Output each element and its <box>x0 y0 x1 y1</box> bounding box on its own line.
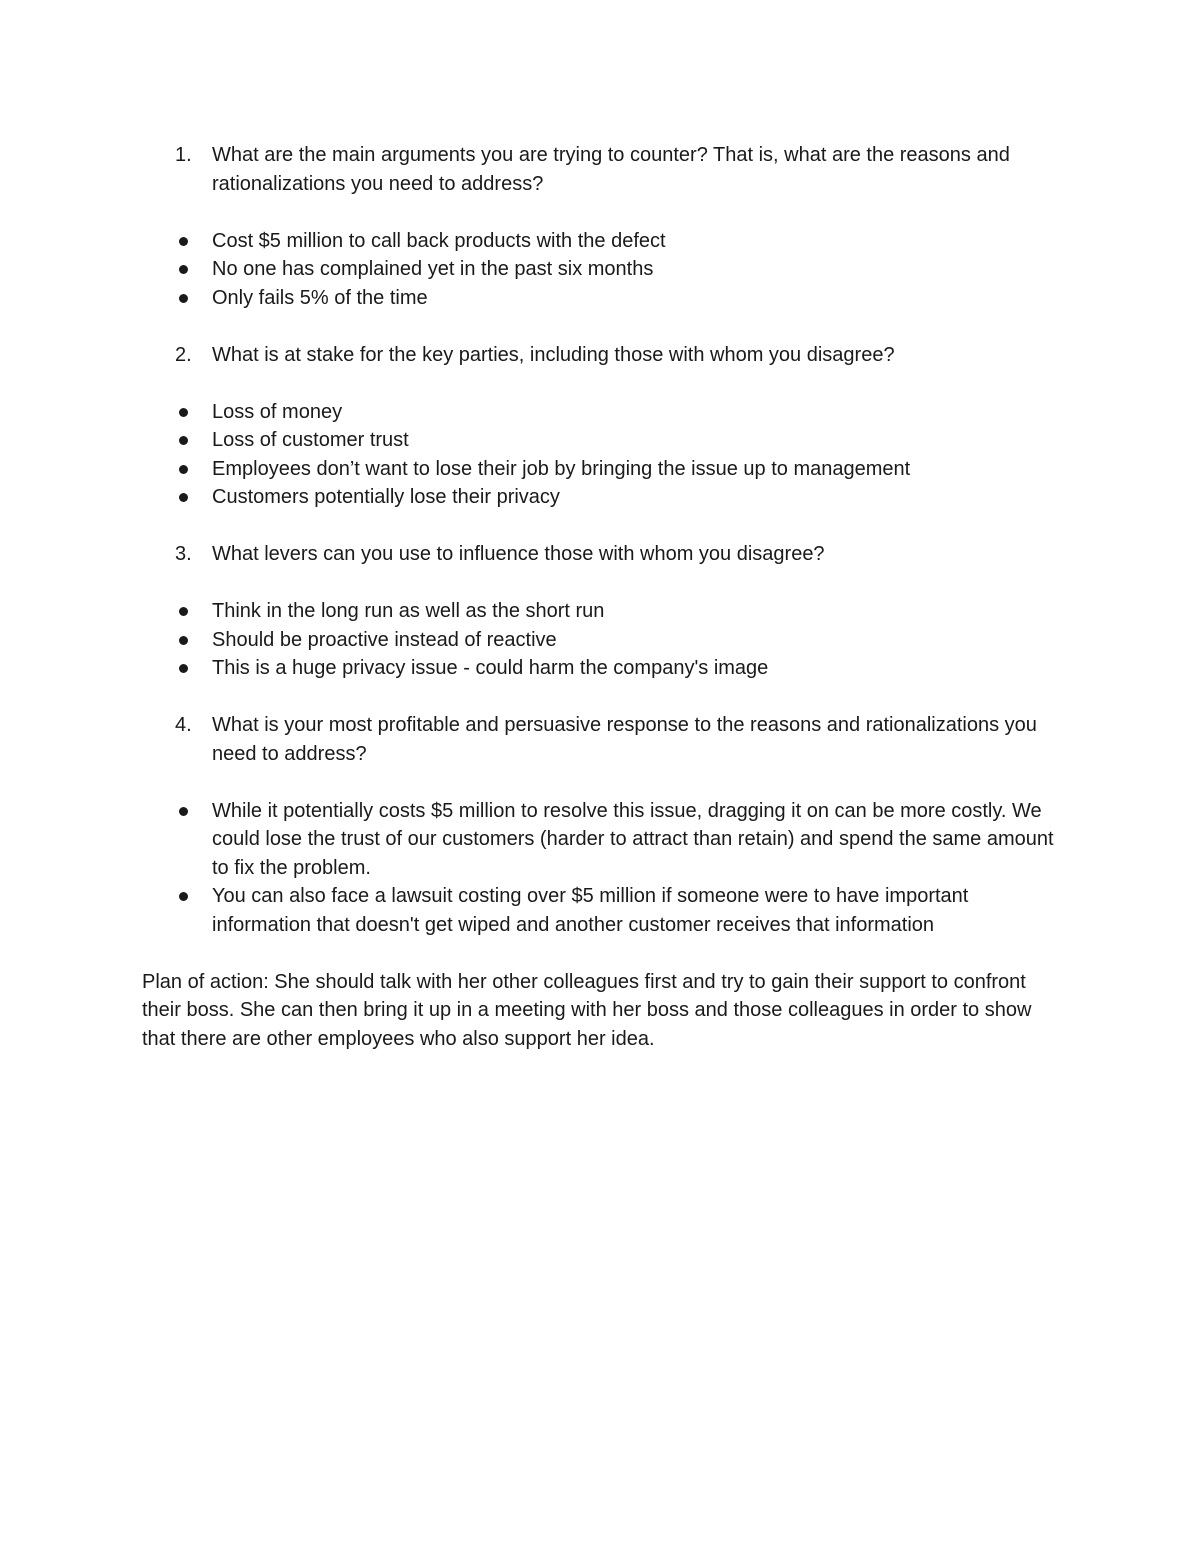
list-item <box>142 284 1062 313</box>
list-item <box>142 455 1062 484</box>
list-item <box>142 882 1062 939</box>
list-item <box>142 227 1062 256</box>
bullet-icon <box>179 892 188 901</box>
bullet-icon <box>179 607 188 616</box>
list-item-text: Employees don’t want to lose their job by bringing the issue up to management <box>212 457 911 480</box>
list-item <box>142 797 1062 883</box>
question-3 <box>142 540 1062 569</box>
list-item-text: Loss of money <box>212 400 343 423</box>
list-item <box>142 483 1062 512</box>
list-item-text: No one has complained yet in the past six months <box>212 258 654 280</box>
list-item-text: Customers potentially lose their privacy <box>212 486 560 508</box>
question-number: 4. <box>175 714 192 736</box>
list-item <box>142 626 1062 655</box>
question-text: What are the main arguments you are trying to counter? That is, what are the reasons and rationalizations you need to address? <box>212 144 1010 195</box>
section-1 <box>142 141 1062 312</box>
list-item-text: Only fails 5% of the time <box>212 286 428 309</box>
bullet-icon <box>179 807 188 816</box>
bullet-list-4 <box>142 797 1062 940</box>
list-item-text: Cost $5 million to call back products with the defect <box>212 229 666 252</box>
section-3 <box>142 540 1062 683</box>
document-content <box>142 141 1062 1053</box>
list-item <box>142 426 1062 455</box>
bullet-icon <box>179 664 188 673</box>
bullet-icon <box>179 294 188 303</box>
plan-of-action: Plan of action: She should talk with her other colleagues first and try to gain their support to confront their boss. She can then bring it up in a meeting with her boss and those colleagues in order to show that there are other employees who also support her idea. <box>142 970 1032 1050</box>
list-item-text: This is a huge privacy issue - could harm the company's image <box>212 657 769 679</box>
list-item-text: Should be proactive instead of reactive <box>212 628 557 651</box>
list-item <box>142 398 1062 427</box>
list-item-text: Loss of customer trust <box>212 429 409 451</box>
question-4 <box>142 711 1062 768</box>
bullet-icon <box>179 465 188 474</box>
section-2 <box>142 341 1062 512</box>
question-number: 2. <box>175 343 192 366</box>
bullet-icon <box>179 408 188 417</box>
list-item-text: You can also face a lawsuit costing over $5 million if someone were to have important information that doesn't get wiped and another customer receives that information <box>212 885 969 936</box>
question-number: 1. <box>175 144 192 166</box>
question-2 <box>142 341 1062 370</box>
list-item <box>142 654 1062 683</box>
question-number: 3. <box>175 543 192 565</box>
list-item-text: Think in the long run as well as the short run <box>212 600 605 622</box>
section-4 <box>142 711 1062 939</box>
question-text: What is at stake for the key parties, including those with whom you disagree? <box>212 343 895 366</box>
question-text: What levers can you use to influence those with whom you disagree? <box>212 543 825 565</box>
list-item <box>142 255 1062 284</box>
question-1 <box>142 141 1062 198</box>
list-item <box>142 597 1062 626</box>
bullet-icon <box>179 237 188 246</box>
question-text: What is your most profitable and persuasive response to the reasons and rationalizations you need to address? <box>212 714 1037 765</box>
bullet-list-3 <box>142 597 1062 683</box>
bullet-icon <box>179 436 188 445</box>
list-item-text: While it potentially costs $5 million to resolve this issue, dragging it on can be more costly. We could lose the trust of our customers (harder to attract than retain) and spend the same amount to fix the problem. <box>212 799 1054 879</box>
bullet-icon <box>179 265 188 274</box>
bullet-list-1 <box>142 227 1062 313</box>
bullet-list-2 <box>142 398 1062 512</box>
bullet-icon <box>179 636 188 645</box>
bullet-icon <box>179 493 188 502</box>
